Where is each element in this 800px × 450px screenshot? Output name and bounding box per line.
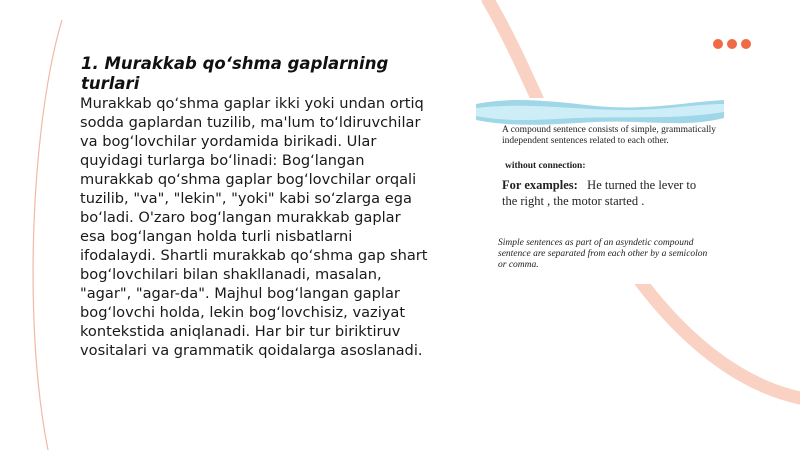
- example-text: He turned the lever to the right , the motor started .: [502, 178, 697, 208]
- example-figure: [476, 98, 724, 284]
- left-arc-line: [33, 20, 62, 450]
- dot: [727, 39, 737, 49]
- figure-example: [502, 178, 712, 209]
- figure-asyndetic-note: Simple sentences as part of an asyndetic compound sentence are separated from each other by a semicolon or comma.: [498, 238, 708, 270]
- dot: [713, 39, 723, 49]
- dot: [741, 39, 751, 49]
- slide-body: Murakkab qo‘shma gaplar ikki yoki undan ortiq sodda gaplardan tuzilib, ma'lum to‘ldiruvchilar va bog‘lovchilar yordamida birikadi. Ular quyidagi turlarga bo‘linadi: Bog‘langan murakkab qo‘shma gaplar bog‘lovchilar orqali tuzilib, "va", "lekin", "yoki" kabi so‘zlarga ega bo‘ladi. O'zaro bog‘langan murakkab gaplar esa bog‘langan holda turli nisbatlarni ifodalaydi. Shartli murakkab qo‘shma gap shart bog‘lovchilari bilan shakllanadi, masalan, "agar", "agar-da". Majhul bog‘langan gaplar bog‘lovchi holda, lekin bog‘lovchisiz, vaziyat kontekstida aniqlanadi. Har bir tur biriktiruv vositalari va grammatik qoidalarga asoslanadi.: [80, 95, 428, 359]
- slide-title: 1. Murakkab qo‘shma gaplarning turlari: [81, 54, 389, 93]
- figure-definition: A compound sentence consists of simple, grammatically independent sentences related to each other.: [502, 125, 716, 146]
- figure-without-connection: without connection:: [505, 161, 586, 171]
- example-label: For examples:: [502, 178, 578, 192]
- dots-menu-icon: [713, 39, 751, 49]
